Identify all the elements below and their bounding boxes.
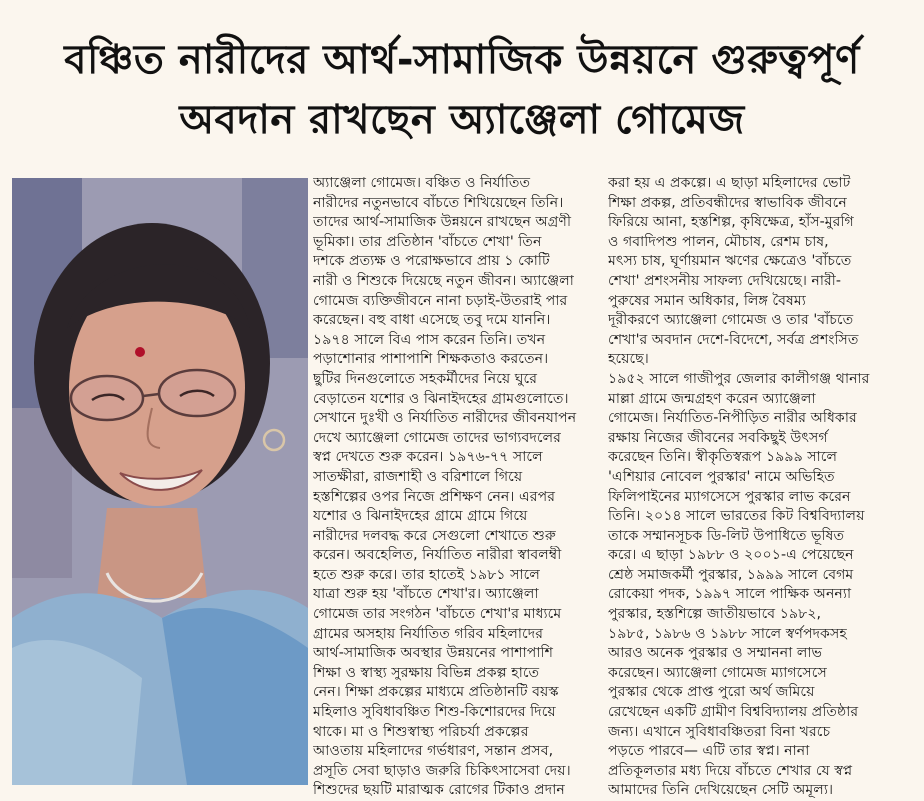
column2-line: ১৯৫২ সালে গাজীপুর জেলার কালীগঞ্জ থানার: [608, 370, 870, 387]
column2-line: শিক্ষা প্রকল্প, প্রতিবন্ধীদের স্বাভাবিক জীবনে: [608, 194, 847, 211]
column2-line: পড়তে পারবে— এটি তার স্বপ্ন। নানা: [608, 743, 810, 760]
column2-line: পুরস্কার, হস্তশিল্পে জাতীয়ভাবে ১৯৮২,: [608, 606, 822, 623]
column2-line: করে। এ ছাড়া ১৯৮৮ ও ২০০১-এ পেয়েছেন: [608, 547, 854, 564]
article-column-2: [608, 174, 908, 801]
column1-line: ছুটির দিনগুলোতে সহকর্মীদের নিয়ে ঘুরে: [313, 370, 538, 387]
portrait-photo: [12, 178, 308, 785]
column1-line: নেন। শিক্ষা প্রকল্পের মাধ্যমে প্রতিষ্ঠানটি বয়স্ক: [313, 684, 559, 701]
column1-line: আর্থ-সামাজিক অবস্থার উন্নয়নের পাশাপাশি: [313, 645, 553, 662]
column1-line: ১৯৭৪ সালে বিএ পাস করেন তিনি। তখন: [313, 331, 546, 348]
column2-line: রক্ষায় নিজের জীবনের সবকিছুই উৎসর্গ: [608, 429, 828, 446]
column1-line: শিশুদের ছয়টি মারাত্মক রোগের টিকাও প্রদান: [313, 782, 565, 799]
column1-line: পড়াশোনার পাশাপাশি শিক্ষকতাও করতেন।: [313, 351, 549, 368]
column1-line: শিক্ষা ও স্বাস্থ্য সুরক্ষায় বিভিন্ন প্রকল্প হাতে: [313, 664, 540, 681]
column2-line: হয়েছে।: [608, 351, 649, 368]
column1-line: যশোর ও ঝিনাইদহের গ্রামে গ্রামে গিয়ে: [313, 508, 528, 525]
column1-line: নারীদের নতুনভাবে বাঁচতে শিখিয়েছেন তিনি।: [313, 194, 564, 211]
column1-line: দেখে অ্যাঞ্জেলা গোমেজ তাদের ভাগ্যবদলের: [313, 429, 561, 446]
column1-line: হস্তশিল্পের ওপর নিজে প্রশিক্ষণ নেন। এরপর: [313, 488, 556, 505]
column2-line: গোমেজ। নির্যাতিত-নিপীড়িত নারীর অধিকার: [608, 410, 857, 427]
column2-line: তিনি। ২০১৪ সালে ভারতের কিট বিশ্ববিদ্যালয়: [608, 508, 865, 525]
column2-line: রোকেয়া পদক, ১৯৯৭ সালে পাক্ষিক অনন্যা: [608, 586, 852, 603]
column1-line: স্বপ্ন দেখতে শুরু করেন। ১৯৭৬-৭৭ সালে: [313, 449, 543, 466]
column1-line: সেখানে দুঃখী ও নির্যাতিত নারীদের জীবনযাপন: [313, 410, 577, 427]
column2-line: তাকে সম্মানসূচক ডি-লিট উপাধিতে ভূষিত: [608, 527, 845, 544]
column2-line: ফিলিপাইনের ম্যাগসেসে পুরস্কার লাভ করেন: [608, 488, 851, 505]
column2-line: আরও অনেক পুরস্কার ও সম্মাননা লাভ: [608, 645, 823, 662]
column2-line: করেছেন। অ্যাঞ্জেলা গোমেজ ম্যাগসেসে: [608, 664, 827, 681]
column1-line: গোমেজ ব্যক্তিজীবনে নানা চড়াই-উতরাই পার: [313, 292, 568, 309]
column2-line: করা হয় এ প্রকল্পে। এ ছাড়া মহিলাদের ভোট: [608, 175, 851, 191]
column2-line: ফিরিয়ে আনা, হস্তশিল্প, কৃষিক্ষেত্র, হাঁস-মুরগি: [608, 214, 854, 231]
column1-line: ভূমিকা। তার প্রতিষ্ঠান 'বাঁচতে শেখা' তিন: [313, 233, 542, 250]
column1-line: নারী ও শিশুকে দিয়েছে নতুন জীবন। অ্যাঞ্জেলা: [313, 272, 574, 289]
column2-line: শ্রেষ্ঠ সমাজকর্মী পুরস্কার, ১৯৯৯ সালে বেগম: [608, 566, 854, 583]
column2-line: পুরুষের সমান অধিকার, লিঙ্গ বৈষম্য: [608, 292, 806, 309]
column1-line: বেড়াতেন যশোর ও ঝিনাইদহের গ্রামগুলোতে।: [313, 390, 569, 407]
column1-line: আওতায় মহিলাদের গর্ভধারণ, সন্তান প্রসব,: [313, 743, 554, 760]
column2-line: শেখা'র অবদান দেশে-বিদেশে, সর্বত্র প্রশংসিত: [608, 331, 859, 348]
column1-line: মহিলাও সুবিধাবঞ্চিত শিশু-কিশোরদের দিয়ে: [313, 704, 556, 721]
headline-line-1: বঞ্চিত নারীদের আর্থ-সামাজিক উন্নয়নে গুরুত্বপূর্ণ: [64, 37, 860, 83]
column2-line: 'এশিয়ার নোবেল পুরস্কার' নামে অভিহিত: [608, 468, 835, 485]
column1-line: হতে শুরু করে। তার হাতেই ১৯৮১ সালে: [313, 566, 540, 583]
column1-line: গ্রামের অসহায় নির্যাতিত গরিব মহিলাদের: [313, 625, 544, 642]
column2-line: পুরস্কার থেকে প্রাপ্ত পুরো অর্থ জমিয়ে: [608, 684, 815, 701]
column2-line: প্রতিকূলতার মধ্য দিয়ে বাঁচতে শেখার যে স্বপ্ন: [608, 762, 853, 779]
column1-line: তাদের আর্থ-সামাজিক উন্নয়নে রাখছেন অগ্রণী: [313, 214, 571, 231]
column1-line: করেন। অবহেলিত, নির্যাতিত নারীরা স্বাবলম্বী: [313, 547, 562, 564]
article-column-1: [313, 174, 593, 801]
column1-line: প্রসূতি সেবা ছাড়াও জরুরি চিকিৎসাসেবা দেয়।: [313, 762, 571, 779]
headline-line-2: অবদান রাখছেন অ্যাঞ্জেলা গোমেজ: [179, 97, 745, 143]
column1-line: নারীদের দলবদ্ধ করে সেগুলো শেখাতে শুরু: [313, 527, 556, 544]
column1-line: সাতক্ষীরা, রাজশাহী ও বরিশালে গিয়ে: [313, 468, 523, 485]
column1-line: যাত্রা শুরু হয় 'বাঁচতে শেখা'র। অ্যাঞ্জেলা: [313, 586, 539, 603]
column2-line: শেখা' প্রশংসনীয় সাফল্য দেখিয়েছে। নারী-: [608, 272, 841, 289]
column1-line: করেছেন। বহু বাধা এসেছে তবু দমে যাননি।: [313, 312, 551, 329]
column1-line: গোমেজ তার সংগঠন 'বাঁচতে শেখা'র মাধ্যমে: [313, 606, 562, 623]
column2-line: ও গবাদিপশু পালন, মৌচাষ, রেশম চাষ,: [608, 233, 829, 250]
column2-line: মৎস্য চাষ, ঘূর্ণায়মান ঋণের ক্ষেত্রেও 'বাঁচতে: [608, 253, 852, 270]
column1-line: দশকে প্রত্যক্ষ ও পরোক্ষভাবে প্রায় ১ কোটি: [313, 253, 550, 270]
column2-line: করেছেন তিনি। স্বীকৃতিস্বরূপ ১৯৯৯ সালে: [608, 449, 838, 466]
column2-line: জন্য। এখানে সুবিধাবঞ্চিতরা বিনা খরচে: [608, 723, 831, 740]
column2-line: দূরীকরণে অ্যাঞ্জেলা গোমেজ ও তার 'বাঁচতে: [608, 312, 854, 329]
column1-line: থাকে। মা ও শিশুস্বাস্থ্য পরিচর্যা প্রকল্পের: [313, 723, 529, 740]
column2-line: মাল্লা গ্রামে জন্মগ্রহণ করেন অ্যাঞ্জেলা: [608, 390, 816, 407]
column2-line: ১৯৮৫, ১৯৮৬ ও ১৯৮৮ সালে স্বর্ণপদকসহ: [608, 625, 847, 642]
column1-line: অ্যাঞ্জেলা গোমেজ। বঞ্চিত ও নির্যাতিত: [313, 175, 531, 191]
column2-line: আমাদের তিনি দেখিয়েছেন সেটি অমূল্য।: [608, 782, 834, 799]
column2-line: রেখেছেন একটি গ্রামীণ বিশ্ববিদ্যালয় প্রতিষ্ঠার: [608, 704, 859, 721]
